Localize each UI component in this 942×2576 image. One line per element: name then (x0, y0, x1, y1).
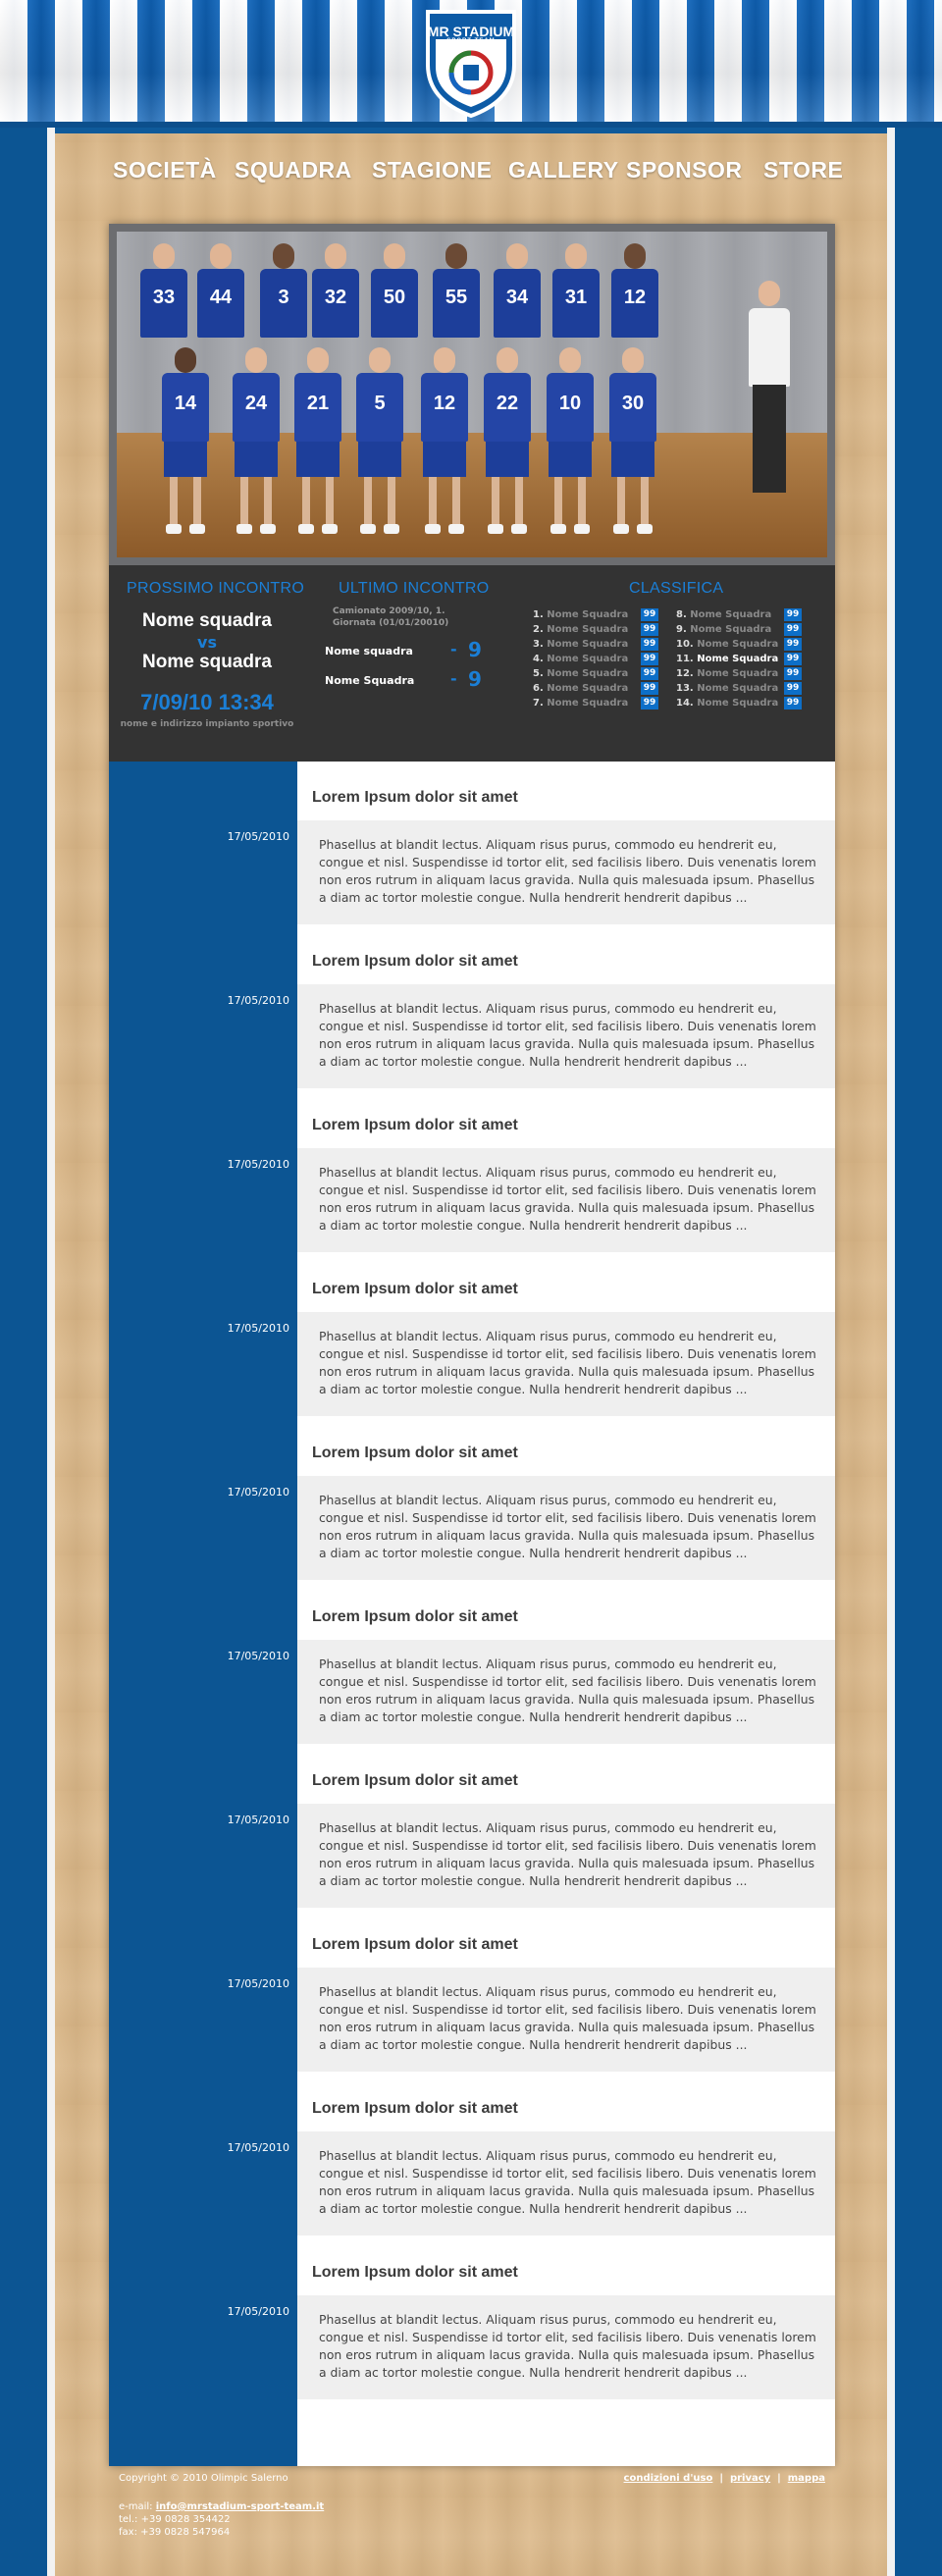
news-body (297, 984, 835, 1088)
footer-separator: | (719, 2473, 723, 2484)
standings-row[interactable] (676, 667, 804, 681)
news-body (297, 2131, 835, 2235)
last-match-heading: ULTIMO INCONTRO (339, 580, 490, 597)
jersey-number: 32 (324, 287, 347, 308)
last-match-team-1: Nome squadra (325, 645, 413, 657)
last-match-league-2: Giornata (01/01/20010) (333, 618, 449, 628)
news-title[interactable]: Lorem Ipsum dolor sit amet (312, 1281, 518, 1297)
jersey-number: 30 (621, 393, 645, 414)
standings-points: 99 (784, 608, 802, 621)
news-title[interactable]: Lorem Ipsum dolor sit amet (312, 1936, 518, 1953)
jersey-number: 10 (558, 393, 582, 414)
news-item (297, 1745, 835, 1909)
standings-points: 99 (641, 638, 658, 651)
content-frame (109, 224, 835, 2466)
footer-contact (119, 2500, 324, 2539)
player-front (478, 347, 537, 544)
news-item (297, 2073, 835, 2236)
next-vs: vs (197, 633, 217, 652)
player-back (256, 243, 311, 361)
player-front (415, 347, 474, 544)
footer-separator: | (777, 2473, 781, 2484)
footer-copyright: Copyright © 2010 Olimpic Salerno (119, 2473, 288, 2484)
team-photo-image (117, 232, 827, 557)
news-text: Phasellus at blandit lectus. Aliquam risus purus, commodo eu hendrerit eu, congue et nisl. Suspendisse id tortor elit, sed facilisis libero. Duis venenatis lorem non eros rutrum in aliquam lacus gravida. Nulla quis malesuada ipsum. Phasellus a diam ac tortor molestie congue. Nulla hendrerit hendrerit dapibus ... (319, 1656, 816, 1724)
footer-link-map[interactable]: mappa (787, 2473, 825, 2484)
last-match-team-2: Nome Squadra (325, 674, 415, 687)
match-info-bar (109, 565, 835, 762)
standings-team-name: Nome Squadra (697, 683, 779, 694)
standings-position: 5. (533, 668, 548, 679)
news-date: 17/05/2010 (227, 2141, 289, 2154)
news-text: Phasellus at blandit lectus. Aliquam risus purus, commodo eu hendrerit eu, congue et nisl. Suspendisse id tortor elit, sed facilisis libero. Duis venenatis lorem non eros rutrum in aliquam lacus gravida. Nulla quis malesuada ipsum. Phasellus a diam ac tortor molestie congue. Nulla hendrerit hendrerit dapibus ... (319, 2148, 816, 2216)
jersey-number: 12 (623, 287, 647, 308)
news-body (297, 1148, 835, 1252)
footer-tel: tel.: +39 0828 354422 (119, 2514, 231, 2525)
main-navigation (55, 157, 887, 196)
player-back (549, 243, 603, 361)
last-match-dash-2: - (450, 669, 457, 688)
news-date-column (109, 762, 297, 2466)
right-blue-column (895, 0, 942, 2576)
news-title[interactable]: Lorem Ipsum dolor sit amet (312, 1445, 518, 1461)
news-body (297, 1804, 835, 1908)
news-text: Phasellus at blandit lectus. Aliquam risus purus, commodo eu hendrerit eu, congue et nisl. Suspendisse id tortor elit, sed facilisis libero. Duis venenatis lorem non eros rutrum in aliquam lacus gravida. Nulla quis malesuada ipsum. Phasellus a diam ac tortor molestie congue. Nulla hendrerit hendrerit dapibus ... (319, 2312, 816, 2380)
news-title[interactable]: Lorem Ipsum dolor sit amet (312, 1608, 518, 1625)
footer-email-link[interactable]: info@mrstadium-sport-team.it (155, 2501, 325, 2512)
news-body (297, 1312, 835, 1416)
left-white-strip (47, 128, 55, 2576)
standings-team-name: Nome Squadra (547, 668, 629, 679)
news-date: 17/05/2010 (227, 1977, 289, 1990)
player-front (541, 347, 600, 544)
standings-team-name: Nome Squadra (697, 654, 779, 664)
standings-position: 2. (533, 624, 548, 635)
standings-position: 14. (676, 698, 698, 709)
player-back (136, 243, 191, 361)
next-team-away: Nome squadra (142, 652, 272, 672)
coach-figure (745, 281, 794, 526)
news-date: 17/05/2010 (227, 2305, 289, 2318)
nav-store[interactable]: STORE (763, 157, 844, 183)
footer-link-privacy[interactable]: privacy (729, 2473, 771, 2484)
jersey-number: 21 (306, 393, 330, 414)
jersey-number: 24 (244, 393, 268, 414)
standings-team-name: Nome Squadra (547, 698, 629, 709)
left-blue-column (0, 0, 47, 2576)
standings-position: 11. (676, 654, 698, 664)
next-match-heading: PROSSIMO INCONTRO (127, 580, 305, 597)
news-date: 17/05/2010 (227, 1814, 289, 1826)
news-date: 17/05/2010 (227, 1158, 289, 1171)
news-date: 17/05/2010 (227, 1322, 289, 1335)
news-text: Phasellus at blandit lectus. Aliquam risus purus, commodo eu hendrerit eu, congue et nisl. Suspendisse id tortor elit, sed facilisis libero. Duis venenatis lorem non eros rutrum in aliquam lacus gravida. Nulla quis malesuada ipsum. Phasellus a diam ac tortor molestie congue. Nulla hendrerit hendrerit dapibus ... (319, 837, 816, 905)
standings-team-name: Nome Squadra (690, 624, 772, 635)
footer-fax: fax: +39 0828 547964 (119, 2527, 231, 2538)
news-date: 17/05/2010 (227, 994, 289, 1007)
standings-points: 99 (641, 667, 658, 680)
nav-squadra[interactable]: SQUADRA (235, 157, 352, 183)
news-item (297, 1089, 835, 1253)
standings-position: 6. (533, 683, 548, 694)
player-back (607, 243, 662, 361)
player-front (227, 347, 286, 544)
standings-row[interactable] (676, 638, 804, 652)
nav-stagione[interactable]: STAGIONE (372, 157, 493, 183)
standings-position: 8. (676, 609, 691, 620)
news-title[interactable]: Lorem Ipsum dolor sit amet (312, 1117, 518, 1133)
last-match-score-2: 9 (468, 667, 482, 691)
footer-links (624, 2473, 825, 2484)
news-date: 17/05/2010 (227, 1650, 289, 1662)
footer-link-terms[interactable]: condizioni d'uso (623, 2473, 713, 2484)
standings-row[interactable] (533, 638, 660, 652)
standings-points: 99 (641, 623, 658, 636)
jersey-number: 55 (445, 287, 468, 308)
standings-position: 13. (676, 683, 698, 694)
standings-position: 7. (533, 698, 548, 709)
standings-team-name: Nome Squadra (547, 609, 629, 620)
standings-row[interactable] (533, 682, 660, 696)
standings-team-name: Nome Squadra (697, 698, 779, 709)
standings-team-name: Nome Squadra (547, 639, 629, 650)
news-body (297, 1968, 835, 2072)
news-item (297, 762, 835, 925)
jersey-number: 22 (496, 393, 519, 414)
standings-points: 99 (784, 667, 802, 680)
player-back (490, 243, 545, 361)
player-front (350, 347, 409, 544)
news-body (297, 2295, 835, 2399)
player-front (603, 347, 662, 544)
standings-points: 99 (784, 623, 802, 636)
jersey-number: 5 (374, 393, 386, 414)
standings-position: 10. (676, 639, 698, 650)
news-item (297, 1581, 835, 1745)
footer-email-line (119, 2500, 324, 2513)
logo-title: MR STADIUM (427, 24, 515, 39)
news-text: Phasellus at blandit lectus. Aliquam risus purus, commodo eu hendrerit eu, congue et nisl. Suspendisse id tortor elit, sed facilisis libero. Duis venenatis lorem non eros rutrum in aliquam lacus gravida. Nulla quis malesuada ipsum. Phasellus a diam ac tortor molestie congue. Nulla hendrerit hendrerit dapibus ... (319, 1820, 816, 1888)
standings-position: 1. (533, 609, 548, 620)
news-text: Phasellus at blandit lectus. Aliquam risus purus, commodo eu hendrerit eu, congue et nisl. Suspendisse id tortor elit, sed facilisis libero. Duis venenatis lorem non eros rutrum in aliquam lacus gravida. Nulla quis malesuada ipsum. Phasellus a diam ac tortor molestie congue. Nulla hendrerit hendrerit dapibus ... (319, 1001, 816, 1069)
news-body (297, 1640, 835, 1744)
standings-heading: CLASSIFICA (629, 580, 724, 597)
standings-points: 99 (641, 608, 658, 621)
right-white-strip (887, 128, 895, 2576)
player-back (367, 243, 422, 361)
news-title[interactable]: Lorem Ipsum dolor sit amet (312, 2100, 518, 2117)
standings-position: 9. (676, 624, 691, 635)
player-back (429, 243, 484, 361)
standings-team-name: Nome Squadra (547, 624, 629, 635)
jersey-number: 50 (383, 287, 406, 308)
standings-row[interactable] (533, 667, 660, 681)
news-title[interactable]: Lorem Ipsum dolor sit amet (312, 2264, 518, 2281)
news-text: Phasellus at blandit lectus. Aliquam risus purus, commodo eu hendrerit eu, congue et nisl. Suspendisse id tortor elit, sed facilisis libero. Duis venenatis lorem non eros rutrum in aliquam lacus gravida. Nulla quis malesuada ipsum. Phasellus a diam ac tortor molestie congue. Nulla hendrerit hendrerit dapibus ... (319, 1165, 816, 1233)
standings-points: 99 (784, 682, 802, 695)
standings-row[interactable] (676, 608, 804, 622)
logo-subtitle: SPORT TEAM (446, 38, 496, 44)
standings-team-name: Nome Squadra (697, 639, 779, 650)
standings-points: 99 (784, 638, 802, 651)
news-item (297, 1909, 835, 2073)
news-body (297, 1476, 835, 1580)
jersey-number: 31 (564, 287, 588, 308)
standings-row[interactable] (676, 697, 804, 710)
standings-row[interactable] (533, 623, 660, 637)
standings-position: 4. (533, 654, 548, 664)
standings-points: 99 (641, 682, 658, 695)
standings-row[interactable] (676, 623, 804, 637)
standings-row[interactable] (533, 697, 660, 710)
nav-sponsor[interactable]: SPONSOR (626, 157, 743, 183)
footer-email-label: e-mail: (119, 2501, 153, 2512)
standings-row[interactable] (676, 653, 804, 666)
jersey-number: 34 (505, 287, 529, 308)
player-front (156, 347, 215, 544)
last-match-league-1: Camionato 2009/10, 1. (333, 606, 445, 616)
last-match-score-1: 9 (468, 638, 482, 661)
nav-societa[interactable]: SOCIETÀ (113, 157, 217, 183)
last-match-dash-1: - (450, 640, 457, 658)
next-match-datetime: 7/09/10 13:34 (140, 690, 274, 714)
jersey-number: 3 (278, 287, 289, 308)
jersey-number: 12 (433, 393, 456, 414)
standings-points: 99 (784, 653, 802, 665)
standings-position: 12. (676, 668, 698, 679)
standings-team-name: Nome Squadra (690, 609, 772, 620)
standings-row[interactable] (533, 608, 660, 622)
news-item (297, 2236, 835, 2400)
jersey-number: 14 (174, 393, 197, 414)
news-body (297, 820, 835, 924)
news-title[interactable]: Lorem Ipsum dolor sit amet (312, 953, 518, 970)
standings-points: 99 (641, 653, 658, 665)
standings-team-name: Nome Squadra (697, 668, 779, 679)
news-title[interactable]: Lorem Ipsum dolor sit amet (312, 1772, 518, 1789)
news-item (297, 1417, 835, 1581)
news-text: Phasellus at blandit lectus. Aliquam risus purus, commodo eu hendrerit eu, congue et nisl. Suspendisse id tortor elit, sed facilisis libero. Duis venenatis lorem non eros rutrum in aliquam lacus gravida. Nulla quis malesuada ipsum. Phasellus a diam ac tortor molestie congue. Nulla hendrerit hendrerit dapibus ... (319, 1329, 816, 1396)
nav-gallery[interactable]: GALLERY (508, 157, 619, 183)
standings-team-name: Nome Squadra (547, 654, 629, 664)
footer (109, 2466, 835, 2576)
player-front (288, 347, 347, 544)
jersey-number: 44 (209, 287, 233, 308)
next-match-venue: nome e indirizzo impianto sportivo (120, 719, 294, 729)
header-banner (0, 0, 942, 128)
news-text: Phasellus at blandit lectus. Aliquam risus purus, commodo eu hendrerit eu, congue et nisl. Suspendisse id tortor elit, sed facilisis libero. Duis venenatis lorem non eros rutrum in aliquam lacus gravida. Nulla quis malesuada ipsum. Phasellus a diam ac tortor molestie congue. Nulla hendrerit hendrerit dapibus ... (319, 1493, 816, 1560)
news-item (297, 925, 835, 1089)
jersey-number: 33 (152, 287, 176, 308)
news-date: 17/05/2010 (227, 830, 289, 843)
news-item (297, 1253, 835, 1417)
next-team-home: Nome squadra (142, 610, 272, 631)
standings-row[interactable] (676, 682, 804, 696)
standings-row[interactable] (533, 653, 660, 666)
news-date: 17/05/2010 (227, 1486, 289, 1498)
news-title[interactable]: Lorem Ipsum dolor sit amet (312, 789, 518, 806)
standings-points: 99 (641, 697, 658, 710)
standings-points: 99 (784, 697, 802, 710)
site-logo[interactable] (422, 6, 520, 120)
standings-team-name: Nome Squadra (547, 683, 629, 694)
team-photo (109, 224, 835, 565)
news-text: Phasellus at blandit lectus. Aliquam risus purus, commodo eu hendrerit eu, congue et nisl. Suspendisse id tortor elit, sed facilisis libero. Duis venenatis lorem non eros rutrum in aliquam lacus gravida. Nulla quis malesuada ipsum. Phasellus a diam ac tortor molestie congue. Nulla hendrerit hendrerit dapibus ... (319, 1984, 816, 2052)
player-back (308, 243, 363, 361)
player-back (193, 243, 248, 361)
standings-position: 3. (533, 639, 548, 650)
